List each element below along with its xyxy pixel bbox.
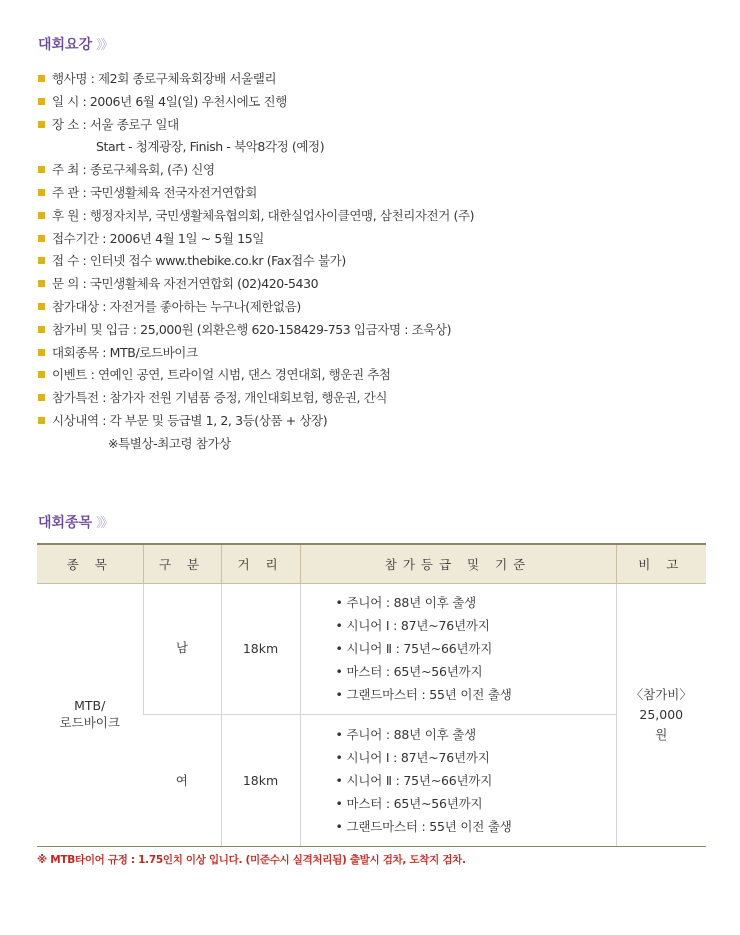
square-bullet-icon xyxy=(38,349,45,356)
info-item: 후 원 : 행정자치부, 국민생활체육협의회, 대한실업사이클연맹, 삼천리자전거 (주) xyxy=(38,205,718,228)
division-cell: 남 xyxy=(143,583,221,714)
square-bullet-icon xyxy=(38,121,45,128)
distance-cell: 18km xyxy=(221,583,300,714)
info-item: 주 최 : 종로구체육회, (주) 신영 xyxy=(38,159,718,182)
table-header-row xyxy=(37,544,706,583)
square-bullet-icon xyxy=(38,371,45,378)
info-item: 문 의 : 국민생활체육 자전거연합회 (02)420-5430 xyxy=(38,273,718,296)
section-title-text: 대회종목 xyxy=(38,515,93,531)
column-header: 비 고 xyxy=(616,544,706,583)
square-bullet-icon xyxy=(38,235,45,242)
info-item: 장 소 : 서울 종로구 일대 xyxy=(38,114,718,137)
criteria-cell: • 주니어 : 88년 이후 출생 • 시니어 Ⅰ : 87년~76년까지 • 시니어 Ⅱ : 75년~66년까지 • 마스터 : 65년~56년까지 • 그랜드마스터 : 55년 이전 출생 xyxy=(300,714,616,846)
note-cell: 〈참가비〉 25,000 원 xyxy=(616,583,706,846)
overview-list xyxy=(38,68,718,456)
square-bullet-icon xyxy=(38,280,45,287)
info-item: 이벤트 : 연예인 공연, 트라이얼 시범, 댄스 경연대회, 행운권 추첨 xyxy=(38,364,718,387)
info-item: 접수기간 : 2006년 4월 1일 ~ 5월 15일 xyxy=(38,228,718,251)
footnote: ※ MTB타이어 규정 : 1.75인치 이상 입니다. (미준수시 실격처리됨) 출발시 검차, 도착지 검차. xyxy=(37,854,466,866)
square-bullet-icon xyxy=(38,257,45,264)
chevron-icon: 》》 xyxy=(96,516,112,531)
chevron-icon: 》》 xyxy=(96,38,112,53)
section-title-overview xyxy=(38,34,112,54)
info-item: 주 관 : 국민생활체육 전국자전거연합회 xyxy=(38,182,718,205)
info-item: 시상내역 : 각 부문 및 등급별 1, 2, 3등(상품 + 상장) xyxy=(38,410,718,433)
square-bullet-icon xyxy=(38,394,45,401)
division-cell: 여 xyxy=(143,714,221,846)
distance-cell: 18km xyxy=(221,714,300,846)
info-item: 참가특전 : 참가자 전원 기념품 증정, 개인대회보험, 행운권, 간식 xyxy=(38,387,718,410)
info-item: 대회종목 : MTB/로드바이크 xyxy=(38,342,718,365)
square-bullet-icon xyxy=(38,166,45,173)
event-cell: MTB/ 로드바이크 xyxy=(37,583,143,846)
table-row xyxy=(37,583,706,714)
square-bullet-icon xyxy=(38,212,45,219)
info-item: 참가비 및 입금 : 25,000원 (외환은행 620-158429-753 입금자명 : 조욱상) xyxy=(38,319,718,342)
section-title-events xyxy=(38,512,112,532)
events-table xyxy=(37,543,706,847)
column-header: 종 목 xyxy=(37,544,143,583)
square-bullet-icon xyxy=(38,326,45,333)
column-header: 참가등급 및 기준 xyxy=(300,544,616,583)
info-item: 일 시 : 2006년 6월 4일(일) 우천시에도 진행 xyxy=(38,91,718,114)
info-item: 접 수 : 인터넷 접수 www.thebike.co.kr (Fax접수 불가) xyxy=(38,250,718,273)
square-bullet-icon xyxy=(38,98,45,105)
square-bullet-icon xyxy=(38,189,45,196)
criteria-cell: • 주니어 : 88년 이후 출생 • 시니어 Ⅰ : 87년~76년까지 • 시니어 Ⅱ : 75년~66년까지 • 마스터 : 65년~56년까지 • 그랜드마스터 : 55년 이전 출생 xyxy=(300,583,616,714)
info-item: 참가대상 : 자전거를 좋아하는 누구나(제한없음) xyxy=(38,296,718,319)
info-item-continuation: Start - 청계광장, Finish - 북악8각정 (예정) xyxy=(96,139,325,155)
square-bullet-icon xyxy=(38,75,45,82)
square-bullet-icon xyxy=(38,417,45,424)
column-header: 구 분 xyxy=(143,544,221,583)
column-header: 거 리 xyxy=(221,544,300,583)
square-bullet-icon xyxy=(38,303,45,310)
info-item: 행사명 : 제2회 종로구체육회장배 서울랠리 xyxy=(38,68,718,91)
section-title-text: 대회요강 xyxy=(38,37,93,53)
info-item-continuation: ※특별상-최고령 참가상 xyxy=(108,435,231,451)
